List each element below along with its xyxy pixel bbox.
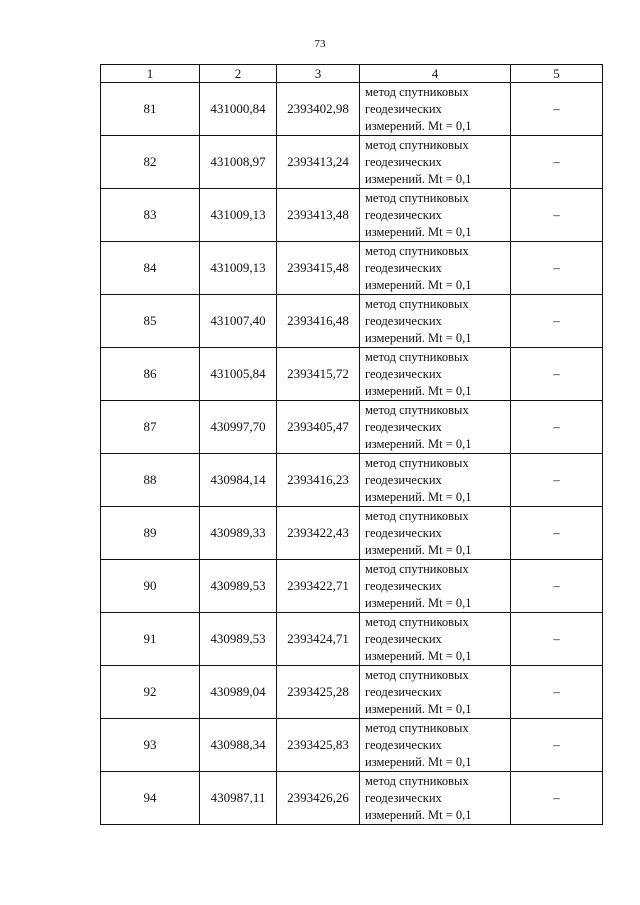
method-cell	[360, 772, 511, 825]
page-number: 73	[314, 38, 326, 50]
column-header-5: 5	[511, 65, 603, 83]
method-line: метод спутниковых	[365, 402, 469, 417]
x-coordinate-cell: 430987,11	[200, 772, 277, 825]
point-number-cell: 91	[101, 613, 200, 666]
x-coordinate-cell: 431007,40	[200, 295, 277, 348]
method-cell	[360, 401, 511, 454]
method-line: измерений. Mt = 0,1	[365, 330, 472, 345]
table-row	[101, 348, 603, 401]
method-line: геодезических	[365, 313, 442, 328]
method-line: геодезических	[365, 737, 442, 752]
y-coordinate-cell: 2393413,24	[277, 136, 360, 189]
table-row	[101, 242, 603, 295]
method-cell	[360, 83, 511, 136]
point-number-cell: 87	[101, 401, 200, 454]
method-cell	[360, 189, 511, 242]
point-number-cell: 85	[101, 295, 200, 348]
x-coordinate-cell: 430989,53	[200, 613, 277, 666]
y-coordinate-cell: 2393422,71	[277, 560, 360, 613]
y-coordinate-cell: 2393413,48	[277, 189, 360, 242]
x-coordinate-cell: 430988,34	[200, 719, 277, 772]
method-line: измерений. Mt = 0,1	[365, 701, 472, 716]
table-row	[101, 719, 603, 772]
table-row	[101, 454, 603, 507]
column-header-3: 3	[277, 65, 360, 83]
y-coordinate-cell: 2393405,47	[277, 401, 360, 454]
y-coordinate-cell: 2393426,26	[277, 772, 360, 825]
y-coordinate-cell: 2393416,23	[277, 454, 360, 507]
method-line: измерений. Mt = 0,1	[365, 489, 472, 504]
method-line: метод спутниковых	[365, 455, 469, 470]
column-header-2: 2	[200, 65, 277, 83]
method-line: геодезических	[365, 419, 442, 434]
point-number-cell: 92	[101, 666, 200, 719]
note-cell: –	[511, 772, 603, 825]
method-line: метод спутниковых	[365, 614, 469, 629]
table-row	[101, 189, 603, 242]
note-cell: –	[511, 507, 603, 560]
method-line: метод спутниковых	[365, 720, 469, 735]
method-line: измерений. Mt = 0,1	[365, 224, 472, 239]
table-body	[101, 83, 603, 825]
x-coordinate-cell: 430989,04	[200, 666, 277, 719]
note-cell: –	[511, 401, 603, 454]
method-cell	[360, 348, 511, 401]
method-cell	[360, 560, 511, 613]
y-coordinate-cell: 2393422,43	[277, 507, 360, 560]
table-row	[101, 295, 603, 348]
method-line: геодезических	[365, 207, 442, 222]
method-cell	[360, 242, 511, 295]
method-line: измерений. Mt = 0,1	[365, 754, 472, 769]
y-coordinate-cell: 2393415,48	[277, 242, 360, 295]
note-cell: –	[511, 242, 603, 295]
note-cell: –	[511, 295, 603, 348]
note-cell: –	[511, 136, 603, 189]
point-number-cell: 93	[101, 719, 200, 772]
table-row	[101, 613, 603, 666]
table-header-row	[101, 65, 603, 83]
method-cell	[360, 507, 511, 560]
method-line: геодезических	[365, 578, 442, 593]
method-cell	[360, 719, 511, 772]
method-cell	[360, 666, 511, 719]
y-coordinate-cell: 2393424,71	[277, 613, 360, 666]
method-line: измерений. Mt = 0,1	[365, 648, 472, 663]
point-number-cell: 84	[101, 242, 200, 295]
method-line: геодезических	[365, 260, 442, 275]
method-line: геодезических	[365, 525, 442, 540]
method-line: метод спутниковых	[365, 137, 469, 152]
y-coordinate-cell: 2393425,28	[277, 666, 360, 719]
note-cell: –	[511, 666, 603, 719]
point-number-cell: 94	[101, 772, 200, 825]
y-coordinate-cell: 2393415,72	[277, 348, 360, 401]
coordinates-table	[100, 64, 603, 825]
method-line: геодезических	[365, 366, 442, 381]
table-row	[101, 560, 603, 613]
note-cell: –	[511, 719, 603, 772]
point-number-cell: 89	[101, 507, 200, 560]
note-cell: –	[511, 560, 603, 613]
method-cell	[360, 613, 511, 666]
method-line: геодезических	[365, 472, 442, 487]
x-coordinate-cell: 430984,14	[200, 454, 277, 507]
table-row	[101, 507, 603, 560]
method-line: метод спутниковых	[365, 508, 469, 523]
method-line: измерений. Mt = 0,1	[365, 118, 472, 133]
column-header-1: 1	[101, 65, 200, 83]
method-line: геодезических	[365, 154, 442, 169]
method-line: измерений. Mt = 0,1	[365, 436, 472, 451]
table-row	[101, 136, 603, 189]
y-coordinate-cell: 2393425,83	[277, 719, 360, 772]
table-row	[101, 772, 603, 825]
method-line: метод спутниковых	[365, 667, 469, 682]
method-line: метод спутниковых	[365, 84, 469, 99]
point-number-cell: 90	[101, 560, 200, 613]
point-number-cell: 88	[101, 454, 200, 507]
method-line: измерений. Mt = 0,1	[365, 542, 472, 557]
x-coordinate-cell: 431008,97	[200, 136, 277, 189]
method-line: геодезических	[365, 790, 442, 805]
x-coordinate-cell: 430989,33	[200, 507, 277, 560]
y-coordinate-cell: 2393416,48	[277, 295, 360, 348]
method-line: геодезических	[365, 631, 442, 646]
note-cell: –	[511, 454, 603, 507]
method-line: геодезических	[365, 101, 442, 116]
x-coordinate-cell: 431009,13	[200, 242, 277, 295]
point-number-cell: 81	[101, 83, 200, 136]
x-coordinate-cell: 430989,53	[200, 560, 277, 613]
note-cell: –	[511, 83, 603, 136]
table-row	[101, 666, 603, 719]
method-cell	[360, 295, 511, 348]
point-number-cell: 82	[101, 136, 200, 189]
note-cell: –	[511, 189, 603, 242]
point-number-cell: 86	[101, 348, 200, 401]
y-coordinate-cell: 2393402,98	[277, 83, 360, 136]
x-coordinate-cell: 431000,84	[200, 83, 277, 136]
method-line: метод спутниковых	[365, 349, 469, 364]
x-coordinate-cell: 430997,70	[200, 401, 277, 454]
column-header-4: 4	[360, 65, 511, 83]
x-coordinate-cell: 431009,13	[200, 189, 277, 242]
method-line: метод спутниковых	[365, 773, 469, 788]
table-row	[101, 401, 603, 454]
note-cell: –	[511, 613, 603, 666]
method-cell	[360, 454, 511, 507]
x-coordinate-cell: 431005,84	[200, 348, 277, 401]
method-line: измерений. Mt = 0,1	[365, 171, 472, 186]
method-line: метод спутниковых	[365, 296, 469, 311]
method-line: метод спутниковых	[365, 243, 469, 258]
method-cell	[360, 136, 511, 189]
method-line: метод спутниковых	[365, 190, 469, 205]
method-line: метод спутниковых	[365, 561, 469, 576]
method-line: измерений. Mt = 0,1	[365, 595, 472, 610]
table-row	[101, 83, 603, 136]
method-line: измерений. Mt = 0,1	[365, 383, 472, 398]
method-line: геодезических	[365, 684, 442, 699]
point-number-cell: 83	[101, 189, 200, 242]
note-cell: –	[511, 348, 603, 401]
method-line: измерений. Mt = 0,1	[365, 277, 472, 292]
method-line: измерений. Mt = 0,1	[365, 807, 472, 822]
